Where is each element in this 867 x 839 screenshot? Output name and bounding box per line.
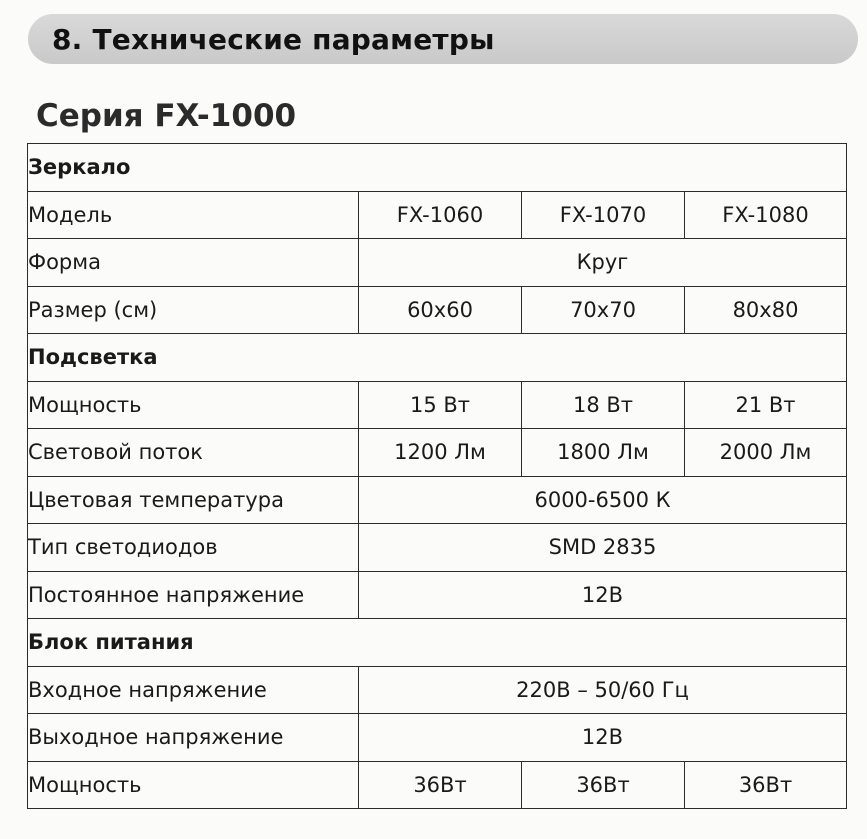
row-label: Постоянное напряжение [28,571,359,619]
table-row-led-type [28,524,847,572]
group-header: Зеркало [28,144,847,192]
row-label: Модель [28,191,359,239]
cell-value: 60x60 [359,286,522,334]
group-header: Подсветка [28,334,847,382]
cell-value: 21 Вт [685,381,847,429]
group-header: Блок питания [28,619,847,667]
cell-value: 36Вт [522,761,685,809]
cell-value: 36Вт [359,761,522,809]
table-row-color-temp [28,476,847,524]
cell-value: SMD 2835 [359,524,847,572]
cell-value: 12В [359,571,847,619]
group-row-lighting [28,334,847,382]
cell-value: Круг [359,239,847,287]
table-row-input-voltage [28,666,847,714]
group-row-mirror [28,144,847,192]
row-label: Форма [28,239,359,287]
row-label: Выходное напряжение [28,714,359,762]
cell-value: 15 Вт [359,381,522,429]
row-label: Размер (см) [28,286,359,334]
cell-value: FX-1070 [522,191,685,239]
spec-table [27,143,847,809]
cell-value: 6000-6500 К [359,476,847,524]
table-row-shape [28,239,847,287]
table-row-output-voltage [28,714,847,762]
cell-value: 12В [359,714,847,762]
cell-value: 80x80 [685,286,847,334]
cell-value: 18 Вт [522,381,685,429]
table-row-luminous-flux [28,429,847,477]
table-row-power [28,381,847,429]
cell-value: 70x70 [522,286,685,334]
row-label: Входное напряжение [28,666,359,714]
table-row-size [28,286,847,334]
cell-value: FX-1080 [685,191,847,239]
cell-value: 220В – 50/60 Гц [359,666,847,714]
section-header [28,14,858,64]
section-title: 8. Технические параметры [52,22,495,56]
table-row-psu-power [28,761,847,809]
cell-value: 1200 Лм [359,429,522,477]
cell-value: 36Вт [685,761,847,809]
row-label: Цветовая температура [28,476,359,524]
series-title: Серия FX-1000 [36,98,297,134]
table-row-dc-voltage [28,571,847,619]
cell-value: 2000 Лм [685,429,847,477]
row-label: Мощность [28,381,359,429]
cell-value: FX-1060 [359,191,522,239]
cell-value: 1800 Лм [522,429,685,477]
table-row-model [28,191,847,239]
row-label: Тип светодиодов [28,524,359,572]
group-row-power-supply [28,619,847,667]
row-label: Мощность [28,761,359,809]
row-label: Световой поток [28,429,359,477]
